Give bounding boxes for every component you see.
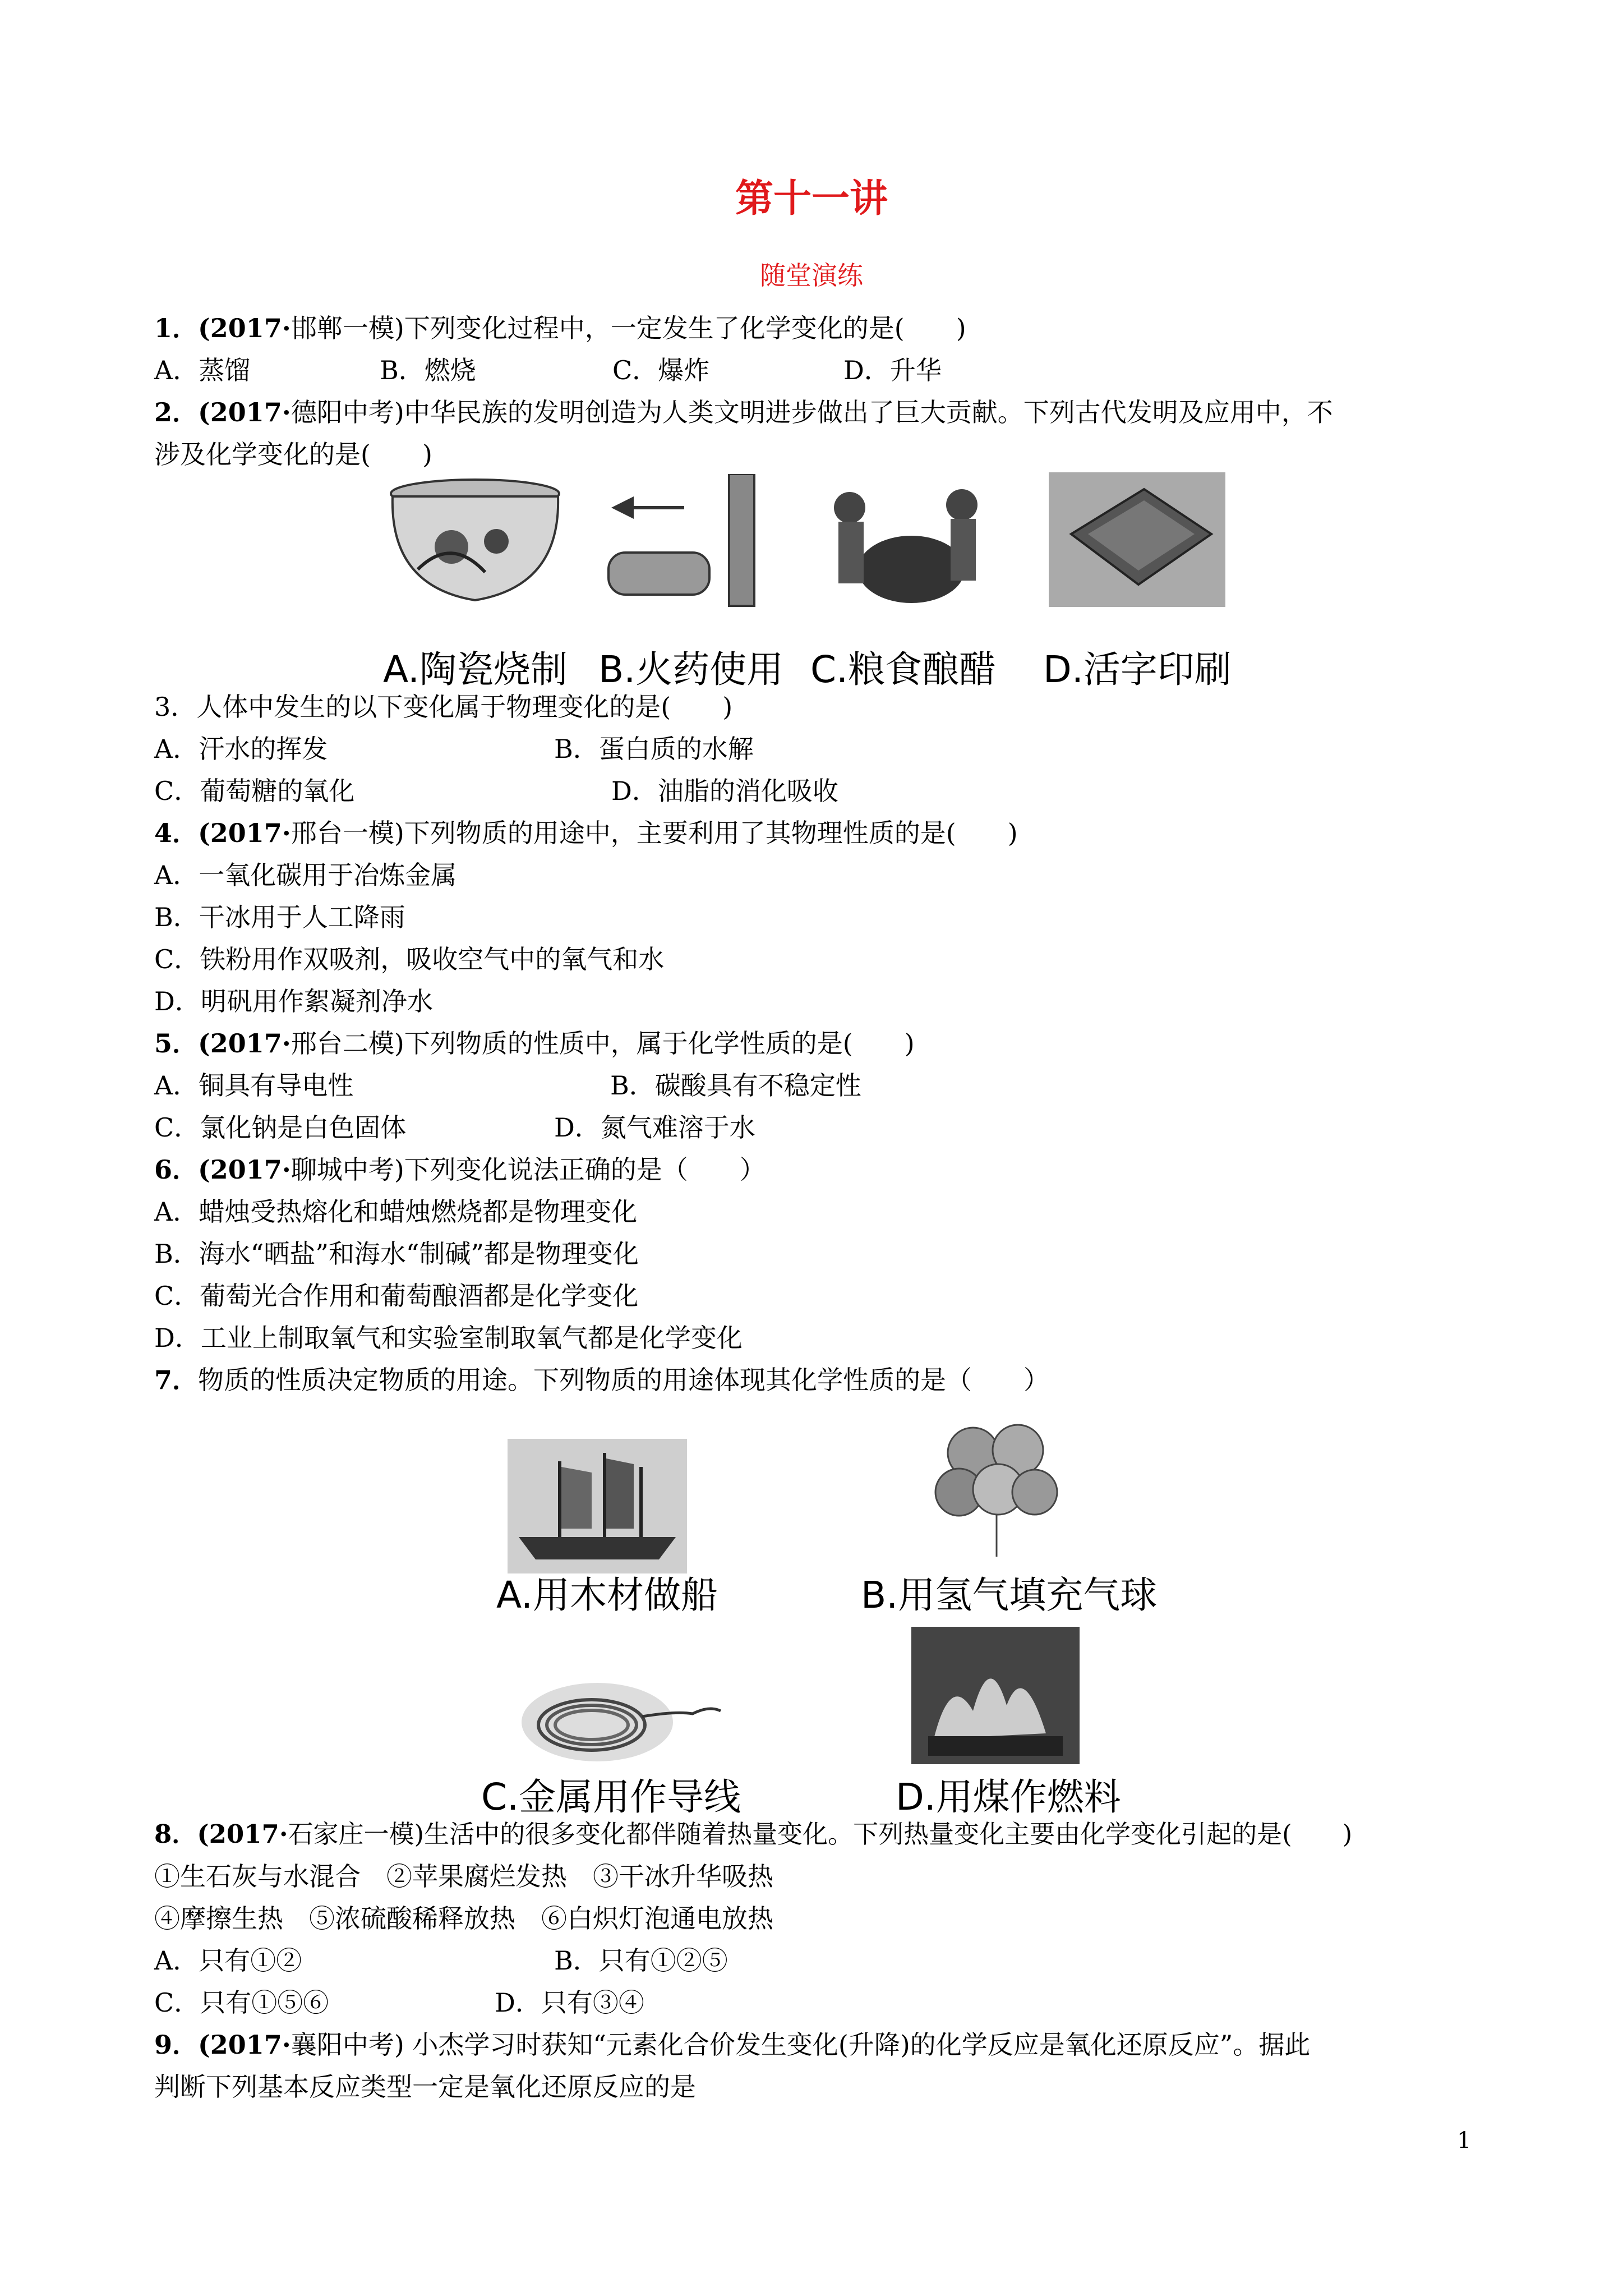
q5-option-a: A．铜具有导电性 — [154, 1070, 354, 1101]
q8-option-b: B．只有①②⑤ — [554, 1945, 728, 1976]
question-text: 邢台一模)下列物质的用途中，主要利用了其物理性质的是( ) — [291, 818, 1018, 848]
metal-wire-image — [508, 1660, 743, 1767]
q2-caption-b: B.火药使用 — [598, 648, 784, 691]
q5-option-c: C．氯化钠是白色固体 — [154, 1112, 407, 1143]
q4-option-a: A．一氧化碳用于冶炼金属 — [154, 860, 457, 890]
q8-statement-line-2: ④摩擦生热 ⑤浓硫酸稀释放热 ⑥白炽灯泡通电放热 — [154, 1903, 773, 1934]
page-number: 1 — [1457, 2128, 1472, 2154]
q3-option-a: A．汗水的挥发 — [154, 734, 328, 764]
q2-caption-a: A.陶瓷烧制 — [383, 648, 568, 691]
burning-coal-image — [911, 1627, 1080, 1764]
question-number: 6． — [154, 1154, 199, 1185]
q2-caption-d: D.活字印刷 — [1043, 648, 1232, 691]
q4-option-b: B．干冰用于人工降雨 — [154, 902, 405, 932]
movable-type-image — [1049, 472, 1225, 607]
q8-option-a: A．只有①② — [154, 1945, 302, 1976]
question-source: (2017· — [198, 2030, 291, 2060]
q7-caption-a: A.用木材做船 — [496, 1573, 718, 1617]
page-subtitle: 随堂演练 — [760, 260, 863, 291]
question-number: 8． — [154, 1819, 197, 1849]
page-title: 第十一讲 — [735, 176, 888, 221]
question-6 — [154, 1153, 766, 1186]
question-9-line-2: 判断下列基本反应类型一定是氧化还原反应的是 — [154, 2072, 696, 2102]
question-source: (2017· — [198, 397, 291, 427]
q6-option-d: D．工业上制取氧气和实验室制取氧气都是化学变化 — [154, 1323, 743, 1353]
question-source: (2017· — [197, 1819, 288, 1849]
question-text: 石家庄一模)生活中的很多变化都伴随着热量变化。下列热量变化主要由化学变化引起的是( ) — [288, 1819, 1353, 1849]
q3-option-c: C．葡萄糖的氧化 — [154, 776, 355, 806]
porcelain-bowl-image — [384, 474, 566, 609]
question-7 — [154, 1363, 1049, 1397]
q5-option-d: D．氮气难溶于水 — [554, 1112, 755, 1143]
question-5 — [154, 1027, 915, 1060]
question-source: (2017· — [198, 1028, 291, 1059]
wooden-ship-image — [508, 1439, 687, 1573]
question-text: 聊城中考)下列变化说法正确的是（ ） — [291, 1154, 766, 1185]
q7-caption-d: D.用煤作燃料 — [896, 1775, 1121, 1819]
question-text: 德阳中考)中华民族的发明创造为人类文明进步做出了巨大贡献。下列古代发明及应用中，不 — [291, 397, 1333, 427]
q1-option-a: A．蒸馏 — [154, 355, 251, 385]
q3-option-d: D．油脂的消化吸收 — [611, 776, 838, 806]
q6-option-a: A．蜡烛受热熔化和蜡烛燃烧都是物理变化 — [154, 1197, 638, 1227]
q1-option-c: C．爆炸 — [612, 355, 710, 385]
q4-option-d: D．明矾用作絮凝剂净水 — [154, 986, 433, 1016]
q4-option-c: C．铁粉用作双吸剂，吸收空气中的氧气和水 — [154, 944, 665, 974]
question-source: (2017· — [198, 313, 291, 343]
q8-statement-line-1: ①生石灰与水混合 ②苹果腐烂发热 ③干冰升华吸热 — [154, 1861, 773, 1892]
question-text: 邢台二模)下列物质的性质中，属于化学性质的是( ) — [291, 1028, 915, 1059]
question-number: 7． — [154, 1365, 199, 1395]
question-8 — [154, 1818, 1352, 1851]
q1-option-d: D．升华 — [843, 355, 942, 385]
question-3: 3．人体中发生的以下变化属于物理变化的是( ) — [154, 692, 733, 722]
vinegar-brewing-image — [822, 474, 1001, 609]
q6-option-c: C．葡萄光合作用和葡萄酿酒都是化学变化 — [154, 1281, 639, 1311]
question-4 — [154, 816, 1018, 850]
question-number: 2． — [154, 397, 199, 427]
question-source: (2017· — [198, 1154, 291, 1185]
question-number: 5． — [154, 1028, 199, 1059]
question-source: (2017· — [198, 818, 291, 848]
question-text: 邯郸一模)下列变化过程中，一定发生了化学变化的是( ) — [291, 313, 966, 343]
q5-option-b: B．碳酸具有不稳定性 — [610, 1070, 861, 1101]
balloons-image — [934, 1419, 1060, 1559]
q7-caption-c: C.金属用作导线 — [481, 1775, 741, 1819]
question-2 — [154, 395, 1333, 429]
question-number: 4． — [154, 818, 199, 848]
gunpowder-rocket-image — [600, 474, 771, 609]
question-1 — [154, 311, 966, 345]
question-2-line-2: 涉及化学变化的是( ) — [154, 439, 432, 470]
question-text: 物质的性质决定物质的用途。下列物质的用途体现其化学性质的是（ ） — [198, 1365, 1050, 1395]
question-9 — [154, 2028, 1310, 2062]
question-number: 9． — [154, 2030, 199, 2060]
q6-option-b: B．海水“晒盐”和海水“制碱”都是物理变化 — [154, 1239, 639, 1269]
q8-option-c: C．只有①⑤⑥ — [154, 1987, 329, 2018]
q8-option-d: D．只有③④ — [495, 1987, 644, 2018]
q2-caption-c: C.粮食酿醋 — [810, 648, 997, 691]
q1-option-b: B．燃烧 — [380, 355, 476, 385]
q7-caption-b: B.用氢气填充气球 — [861, 1573, 1158, 1617]
question-text: 襄阳中考) 小杰学习时获知“元素化合价发生变化(升降)的化学反应是氧化还原反应”。据此 — [291, 2030, 1311, 2060]
q3-option-b: B．蛋白质的水解 — [554, 734, 754, 764]
question-number: 1． — [154, 313, 199, 343]
